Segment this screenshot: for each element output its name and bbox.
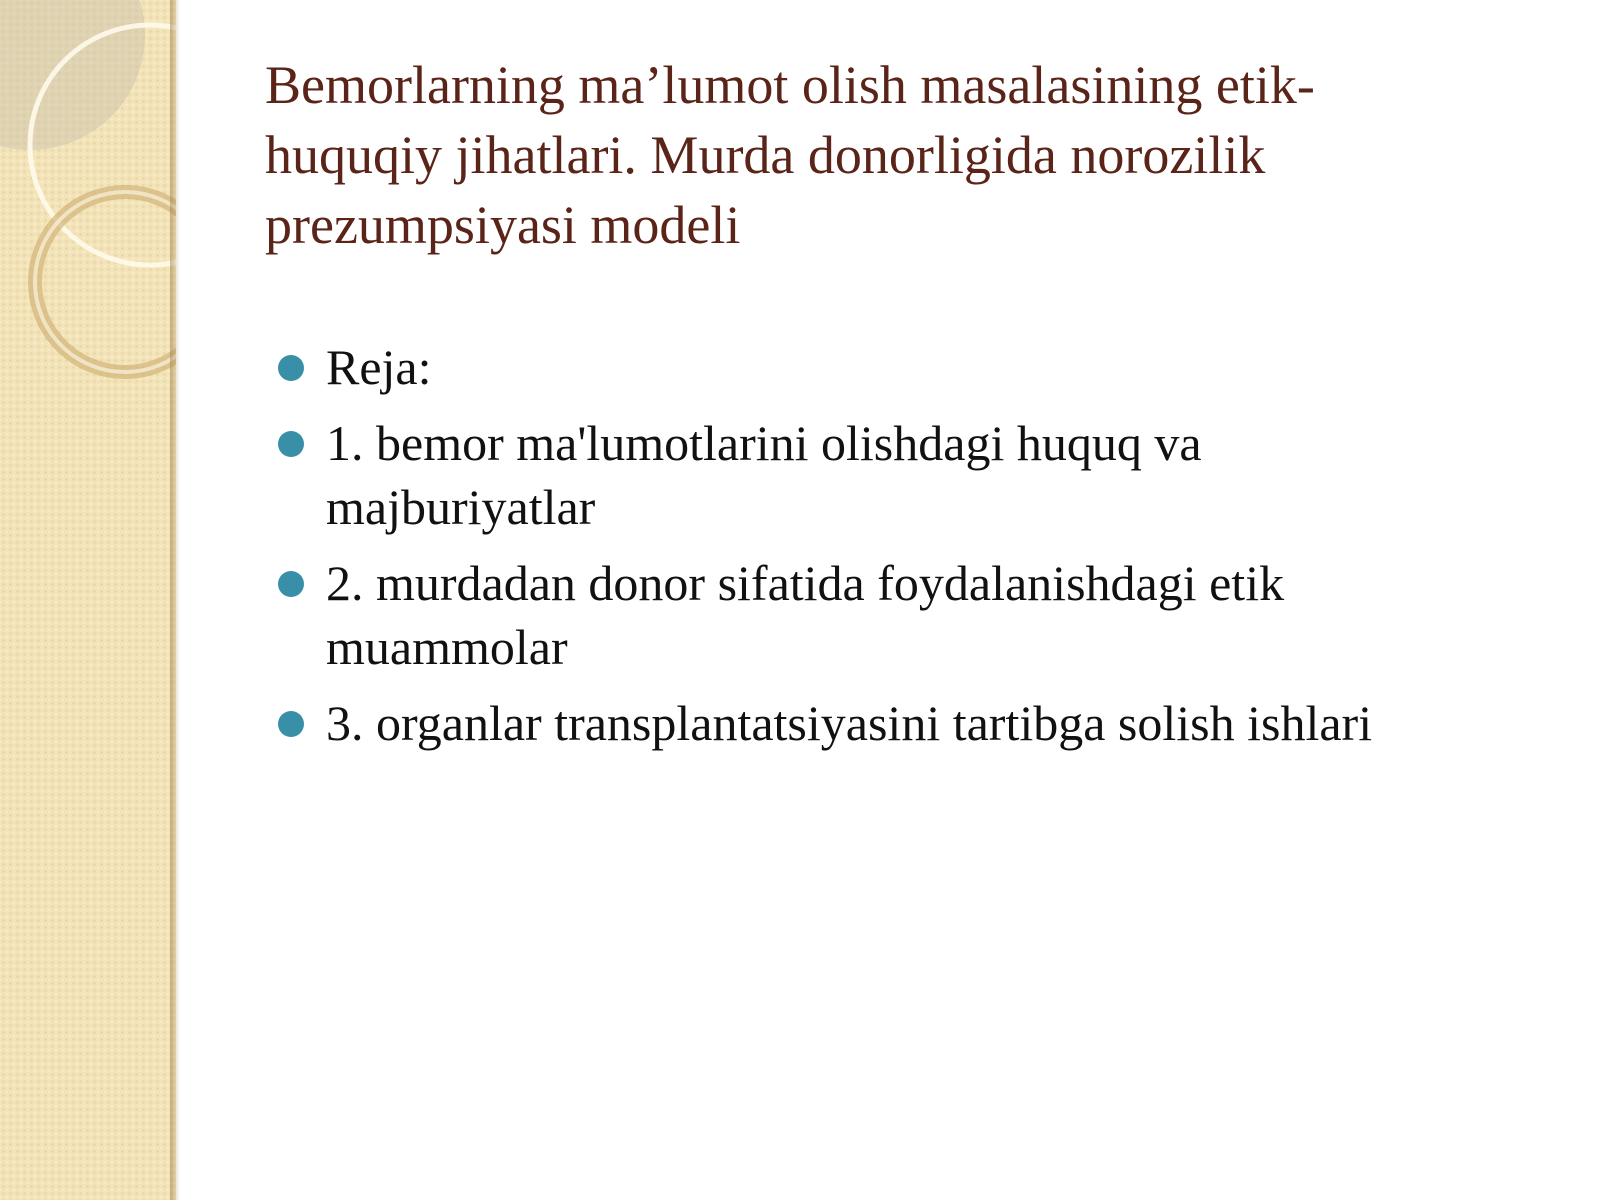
side-panel-shadow: [170, 0, 180, 1200]
list-item: [278, 411, 1478, 539]
list-item-text: 2. murdadan donor sifatida foydalanishdagi etik muammolar: [326, 555, 1285, 675]
list-item-text: 3. organlar transplantatsiyasini tartibga solish ishlari: [326, 695, 1373, 751]
bullet-dot-icon: [278, 431, 304, 457]
slide-title: Bemorlarning ma’lumot olish masalasining etik-huquqiy jihatlari. Murda donorligida norozilik prezumpsiyasi modeli: [265, 55, 1315, 255]
bullet-dot-icon: [278, 711, 304, 737]
list-item: [278, 551, 1478, 679]
decorative-side-panel: [0, 0, 176, 1200]
list-item-text: Reja:: [326, 339, 432, 395]
bullet-dot-icon: [278, 571, 304, 597]
list-item-text: 1. bemor ma'lumotlarini olishdagi huquq va majburiyatlar: [326, 415, 1202, 535]
list-item: [278, 691, 1478, 755]
bullet-list: [278, 335, 1478, 767]
decorative-rings: [0, 0, 176, 420]
list-item: [278, 335, 1478, 399]
bullet-dot-icon: [278, 355, 304, 381]
